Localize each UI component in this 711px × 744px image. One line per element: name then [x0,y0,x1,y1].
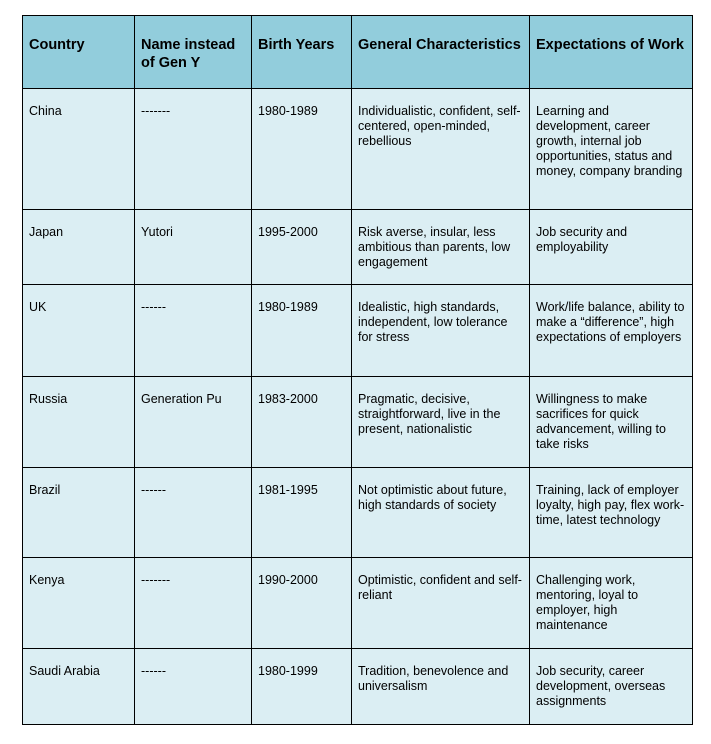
table-body [23,89,693,725]
cell-name: ------- [135,558,252,649]
cell-characteristics: Risk averse, insular, less ambitious than parents, low engagement [352,210,530,285]
cell-birth-years: 1983-2000 [252,377,352,468]
cell-name: ------ [135,285,252,377]
header-expectations-of-work: Expectations of Work [530,16,693,89]
cell-country: Kenya [23,558,135,649]
table-row [23,468,693,558]
cell-birth-years: 1980-1989 [252,285,352,377]
cell-country: Brazil [23,468,135,558]
header-name-instead-of-gen-y: Name instead of Gen Y [135,16,252,89]
gen-y-comparison-table [22,15,693,725]
table-row [23,558,693,649]
cell-birth-years: 1990-2000 [252,558,352,649]
cell-expectations: Willingness to make sacrifices for quick advancement, willing to take risks [530,377,693,468]
cell-characteristics: Individualistic, confident, self-centered, open-minded, rebellious [352,89,530,210]
cell-characteristics: Tradition, benevolence and universalism [352,649,530,725]
cell-birth-years: 1980-1989 [252,89,352,210]
cell-characteristics: Idealistic, high standards, independent, low tolerance for stress [352,285,530,377]
cell-expectations: Training, lack of employer loyalty, high pay, flex work-time, latest technology [530,468,693,558]
cell-birth-years: 1981-1995 [252,468,352,558]
cell-expectations: Job security and employability [530,210,693,285]
table-row [23,210,693,285]
cell-name: ------- [135,89,252,210]
cell-name: Generation Pu [135,377,252,468]
cell-characteristics: Not optimistic about future, high standards of society [352,468,530,558]
header-general-characteristics: General Characteristics [352,16,530,89]
cell-expectations: Learning and development, career growth, internal job opportunities, status and money, company branding [530,89,693,210]
cell-name: ------ [135,468,252,558]
cell-birth-years: 1995-2000 [252,210,352,285]
header-country: Country [23,16,135,89]
cell-expectations: Challenging work, mentoring, loyal to employer, high maintenance [530,558,693,649]
table-header [23,16,693,89]
table-row [23,377,693,468]
cell-country: Japan [23,210,135,285]
cell-country: UK [23,285,135,377]
cell-characteristics: Optimistic, confident and self-reliant [352,558,530,649]
cell-country: China [23,89,135,210]
cell-characteristics: Pragmatic, decisive, straightforward, live in the present, nationalistic [352,377,530,468]
cell-expectations: Job security, career development, overseas assignments [530,649,693,725]
cell-country: Saudi Arabia [23,649,135,725]
table-row [23,89,693,210]
cell-country: Russia [23,377,135,468]
cell-birth-years: 1980-1999 [252,649,352,725]
table-row [23,285,693,377]
cell-expectations: Work/life balance, ability to make a “difference”, high expectations of employers [530,285,693,377]
header-birth-years: Birth Years [252,16,352,89]
table-row [23,649,693,725]
cell-name: Yutori [135,210,252,285]
cell-name: ------ [135,649,252,725]
header-row [23,16,693,89]
